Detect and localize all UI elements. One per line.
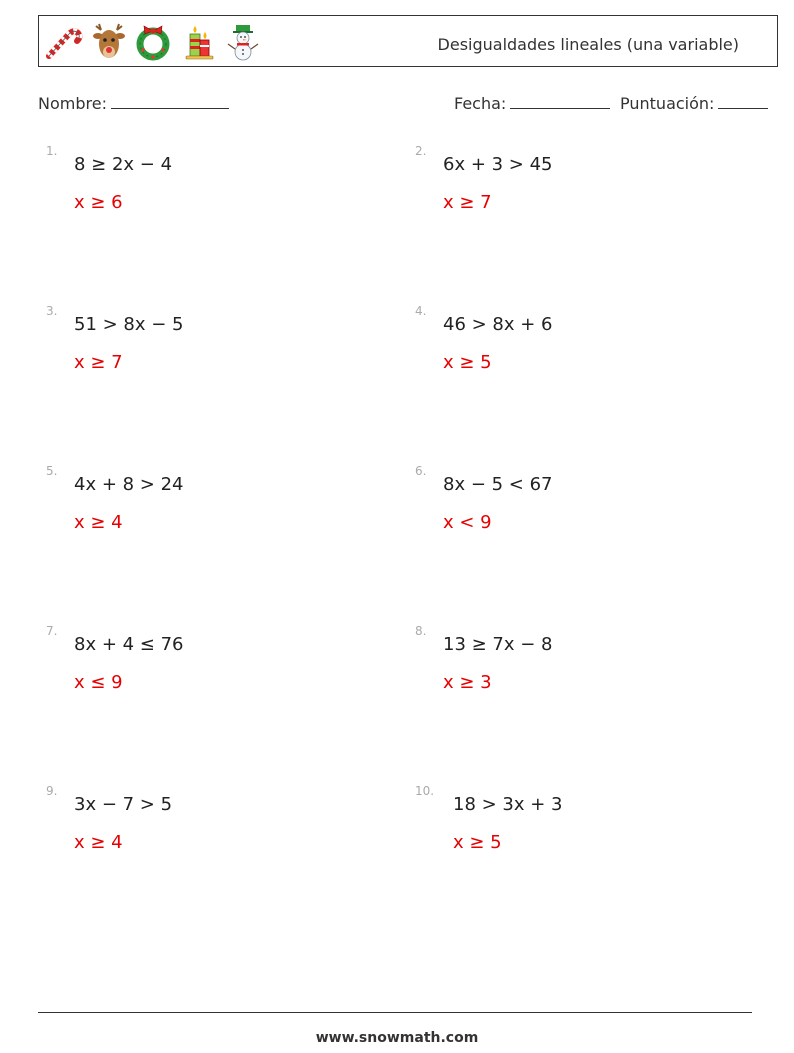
problem-answer: x ≥ 5 <box>443 352 492 373</box>
problem-item <box>415 784 715 894</box>
problem-expression: 46 > 8x + 6 <box>443 314 553 335</box>
problem-number: 4. <box>415 304 427 318</box>
problem-answer: x ≤ 9 <box>74 672 123 693</box>
footer-divider <box>38 1012 752 1013</box>
date-field[interactable] <box>454 94 610 113</box>
candy-cane-icon <box>43 22 83 62</box>
name-blank[interactable] <box>111 94 229 109</box>
score-label: Puntuación: <box>620 94 715 113</box>
worksheet-header <box>38 15 778 67</box>
holiday-icons <box>39 16 269 66</box>
problem-item <box>46 784 346 894</box>
score-field[interactable] <box>620 94 768 113</box>
problem-answer: x ≥ 5 <box>453 832 502 853</box>
problem-item <box>415 304 715 414</box>
problem-number: 8. <box>415 624 427 638</box>
date-label: Fecha: <box>454 94 507 113</box>
worksheet-title: Desigualdades lineales (una variable) <box>437 35 739 54</box>
date-blank[interactable] <box>510 94 610 109</box>
problem-expression: 18 > 3x + 3 <box>453 794 563 815</box>
problem-number: 7. <box>46 624 58 638</box>
problem-expression: 51 > 8x − 5 <box>74 314 184 335</box>
problem-answer: x ≥ 4 <box>74 512 123 533</box>
problem-answer: x < 9 <box>443 512 492 533</box>
problem-expression: 8x + 4 ≤ 76 <box>74 634 184 655</box>
score-blank[interactable] <box>718 94 768 109</box>
problem-item <box>415 464 715 574</box>
name-label: Nombre: <box>38 94 107 113</box>
candles-icon <box>179 22 219 62</box>
problem-answer: x ≥ 7 <box>74 352 123 373</box>
name-field[interactable] <box>38 94 229 113</box>
problem-number: 10. <box>415 784 435 798</box>
problem-answer: x ≥ 7 <box>443 192 492 213</box>
problem-item <box>46 464 346 574</box>
problem-expression: 13 ≥ 7x − 8 <box>443 634 553 655</box>
problem-number: 2. <box>415 144 427 158</box>
problem-number: 9. <box>46 784 58 798</box>
problem-expression: 3x − 7 > 5 <box>74 794 173 815</box>
wreath-icon <box>133 22 173 62</box>
problem-answer: x ≥ 6 <box>74 192 123 213</box>
problem-expression: 4x + 8 > 24 <box>74 474 184 495</box>
problem-item <box>46 624 346 734</box>
problem-number: 3. <box>46 304 58 318</box>
problem-answer: x ≥ 3 <box>443 672 492 693</box>
problem-item <box>415 624 715 734</box>
problem-answer: x ≥ 4 <box>74 832 123 853</box>
footer-website: www.snowmath.com <box>315 1030 479 1046</box>
problem-expression: 8 ≥ 2x − 4 <box>74 154 173 175</box>
problem-expression: 6x + 3 > 45 <box>443 154 553 175</box>
problem-number: 6. <box>415 464 427 478</box>
problem-number: 1. <box>46 144 58 158</box>
problem-number: 5. <box>46 464 58 478</box>
problem-item <box>46 144 346 254</box>
snowman-icon <box>223 22 263 62</box>
reindeer-icon <box>89 22 129 62</box>
problem-item <box>46 304 346 414</box>
problem-expression: 8x − 5 < 67 <box>443 474 553 495</box>
problem-item <box>415 144 715 254</box>
